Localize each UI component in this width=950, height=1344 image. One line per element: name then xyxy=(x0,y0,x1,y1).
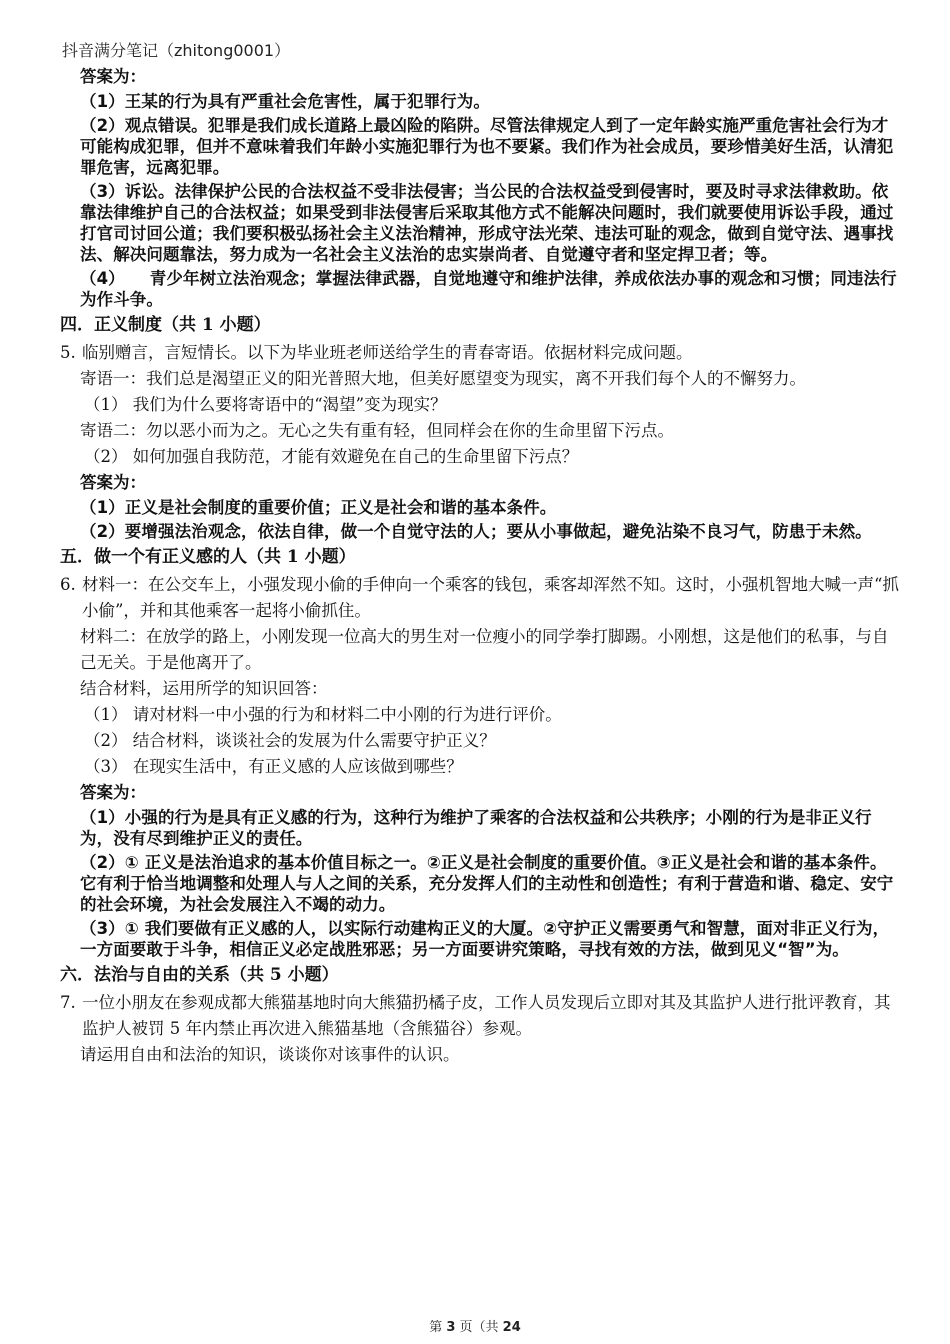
answer-item: （1）王某的行为具有严重社会危害性，属于犯罪行为。 xyxy=(80,92,490,111)
section-title: 六．法治与自由的关系（共 5 小题） xyxy=(60,965,339,985)
footer-page-number: 3 xyxy=(446,1320,456,1335)
question-text: 一位小朋友在参观成都大熊猫基地时向大熊猫扔橘子皮，工作人员发现后立即对其及其监护人进行批评教育，其监护人被罚 5 年内禁止再次进入熊猫基地（含熊猫谷）参观。 xyxy=(82,993,891,1038)
instruction-text: 请运用自由和法治的知识，谈谈你对该事件的认识。 xyxy=(80,1045,460,1064)
footer-total-pages: 24 xyxy=(502,1320,521,1335)
question xyxy=(60,340,900,366)
page-footer xyxy=(0,1316,950,1335)
sub-question: （2） 如何加强自我防范，才能有效避免在自己的生命里留下污点？ xyxy=(84,447,579,466)
material-paragraph: 寄语二：勿以恶小而为之。无心之失有重有轻，但同样会在你的生命里留下污点。 xyxy=(80,421,674,440)
answer-item: （2）观点错误。犯罪是我们成长道路上最凶险的陷阱。尽管法律规定人到了一定年龄实施严重危害社会行为才可能构成犯罪，但并不意味着我们年龄小实施犯罪行为也不要紧。我们作为社会成员，要珍惜美好生活，认清犯罪危害，远离犯罪。 xyxy=(80,116,894,177)
page-content xyxy=(60,64,900,1068)
sub-question: （1） 请对材料一中小强的行为和材料二中小刚的行为进行评价。 xyxy=(84,705,562,724)
sub-question: （2） 结合材料，谈谈社会的发展为什么需要守护正义？ xyxy=(84,731,496,750)
question-number: 6. xyxy=(60,575,76,594)
header-note: 抖音满分笔记（zhitong0001） xyxy=(62,41,291,60)
footer-mid: 页（共 xyxy=(455,1320,503,1335)
sub-question: （3） 在现实生活中，有正义感的人应该做到哪些？ xyxy=(84,757,463,776)
question xyxy=(60,572,900,624)
section-title: 五．做一个有正义感的人（共 1 小题） xyxy=(60,547,356,567)
answer-item: （1）小强的行为是具有正义感的行为，这种行为维护了乘客的合法权益和公共秩序；小刚的行为是非正义行为，没有尽到维护正义的责任。 xyxy=(80,808,872,848)
answer-label: 答案为： xyxy=(80,473,146,492)
question-text: 临别赠言，言短情长。以下为毕业班老师送给学生的青春寄语。依据材料完成问题。 xyxy=(82,343,693,362)
question-number: 7. xyxy=(60,993,76,1012)
answer-item: （1）正义是社会制度的重要价值；正义是社会和谐的基本条件。 xyxy=(80,498,557,517)
material-paragraph: 寄语一：我们总是渴望正义的阳光普照大地，但美好愿望变为现实，离不开我们每个人的不懈努力。 xyxy=(80,369,806,388)
instruction-text: 结合材料，运用所学的知识回答： xyxy=(80,679,328,698)
sub-question: （1） 我们为什么要将寄语中的“渴望”变为现实？ xyxy=(84,395,447,414)
answer-label: 答案为： xyxy=(80,67,146,86)
footer-prefix: 第 xyxy=(429,1320,447,1335)
answer-item: （3）① 我们要做有正义感的人，以实际行动建构正义的大厦。②守护正义需要勇气和智慧，面对非正义行为，一方面要敢于斗争，相信正义必定战胜邪恶；另一方面要讲究策略，寻找有效的方法，做到见义“智”为。 xyxy=(80,919,890,959)
answer-item: （3）诉讼。法律保护公民的合法权益不受非法侵害；当公民的合法权益受到侵害时，要及时寻求法律救助。依靠法律维护自己的合法权益；如果受到非法侵害后采取其他方式不能解决问题时，我们就要使用诉讼手段，通过打官司讨回公道；我们要积极弘扬社会主义法治精神，形成守法光荣、违法可耻的观念，做到自觉守法、遇事找法、解决问题靠法，努力成为一名社会主义法治的忠实崇尚者、自觉遵守者和坚定捍卫者；等。 xyxy=(80,182,894,264)
answer-label: 答案为： xyxy=(80,783,146,802)
answer-item: （4） 青少年树立法治观念；掌握法律武器，自觉地遵守和维护法律，养成依法办事的观念和习惯；同违法行为作斗争。 xyxy=(80,269,897,309)
question-text: 材料一：在公交车上，小强发现小偷的手伸向一个乘客的钱包，乘客却浑然不知。这时，小强机智地大喊一声“抓小偷”，并和其他乘客一起将小偷抓住。 xyxy=(82,575,899,620)
question xyxy=(60,990,900,1042)
answer-item: （2）要增强法治观念，依法自律，做一个自觉守法的人；要从小事做起，避免沾染不良习气，防患于未然。 xyxy=(80,522,872,541)
material-paragraph: 材料二：在放学的路上，小刚发现一位高大的男生对一位瘦小的同学拳打脚踢。小刚想，这是他们的私事，与自己无关。于是他离开了。 xyxy=(80,627,889,672)
answer-item: （2）① 正义是法治追求的基本价值目标之一。②正义是社会制度的重要价值。③正义是社会和谐的基本条件。它有利于恰当地调整和处理人与人之间的关系，充分发挥人们的主动性和创造性；有利于营造和谐、稳定、安宁的社会环境，为社会发展注入不竭的动力。 xyxy=(80,853,894,914)
question-number: 5. xyxy=(60,343,76,362)
section-title: 四．正义制度（共 1 小题） xyxy=(60,315,271,335)
